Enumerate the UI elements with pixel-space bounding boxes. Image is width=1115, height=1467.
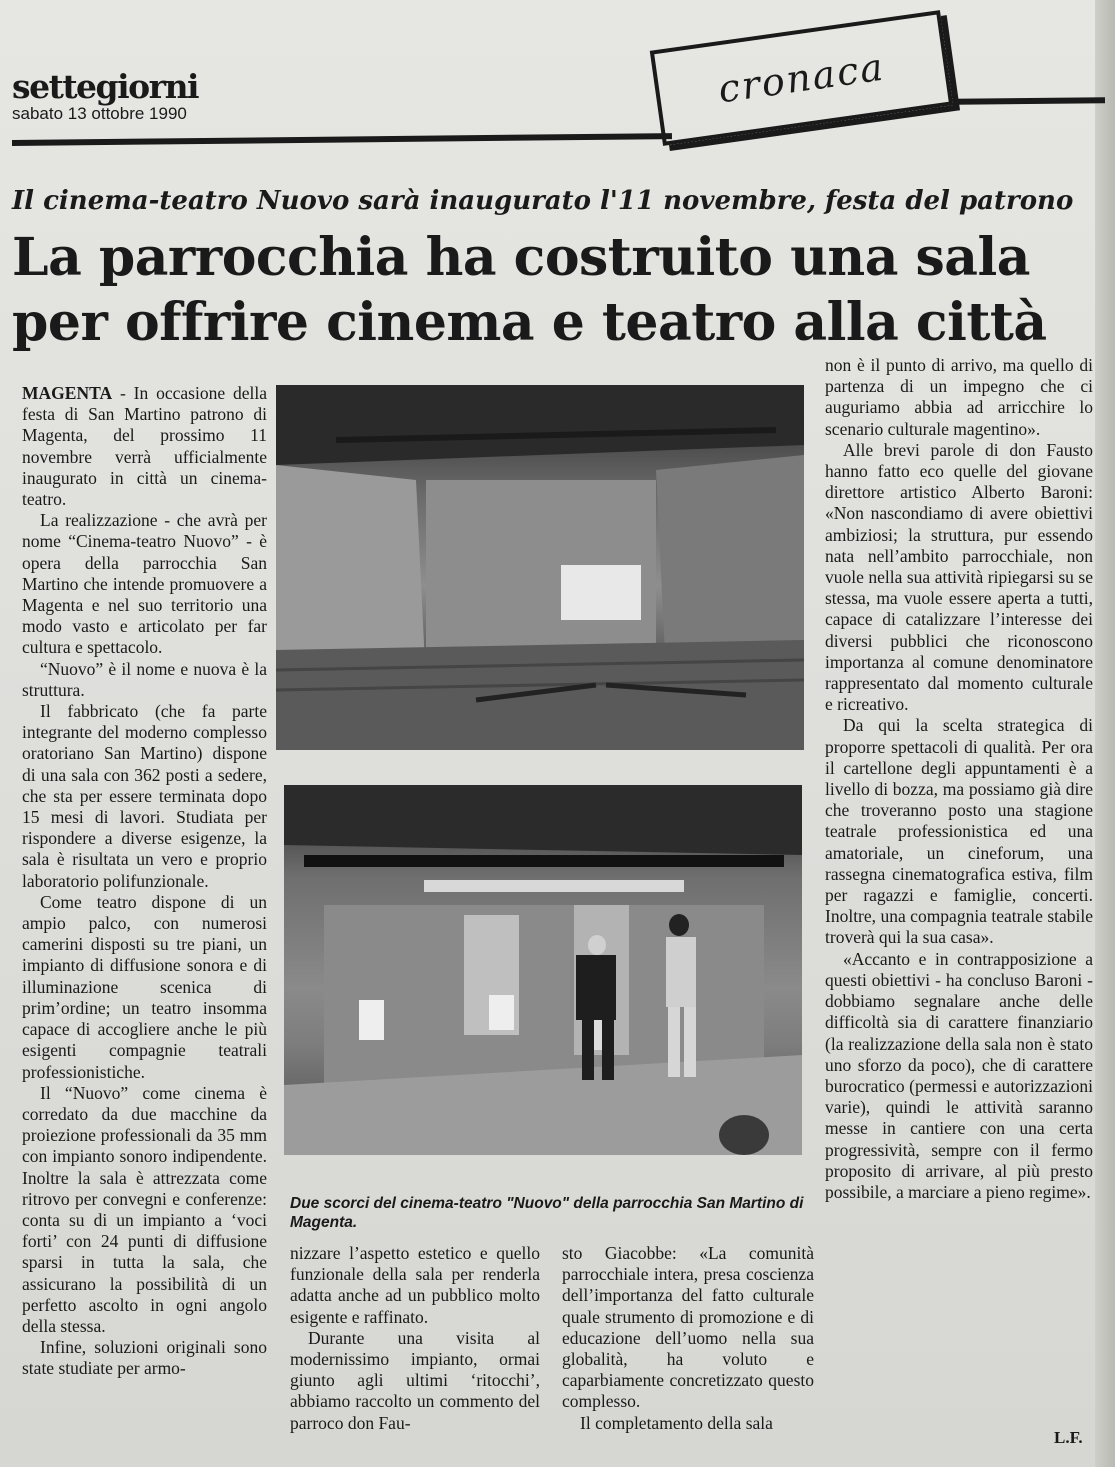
article-column-right	[825, 355, 1093, 1203]
masthead	[12, 67, 199, 124]
article-column-1	[22, 383, 267, 1380]
paragraph: Il “Nuovo” come cinema è corredato da due macchine da proiezione professionali da 35 mm con impianto sonoro indipendente. Inoltre la sala è attrezzata come ritrovo per convegni e conferenze: conta su di un impianto a ‘voci forti’ con 24 punti di diffusione sparsi in tutta la sala, che assicurano la possibilità di un perfetto ascolto in ogni angolo della stessa.	[22, 1082, 267, 1336]
paragraph: nizzare l’aspetto estetico e quello funzionale della sala per renderla adatta anche ad un pubblico molto esigente e raffinato.	[290, 1243, 540, 1327]
issue-date: sabato 13 ottobre 1990	[12, 104, 187, 123]
paragraph: Alle brevi parole di don Fausto hanno fatto eco quelle del giovane direttore artistico Alberto Baroni: «Non nascondiamo di avere obiettivi ambiziosi; la struttura, pur essendo nata nell’ambito parrocchiale, non vuole nella sua attività ripiegarsi su se stessa, ma vuole essere aperta a tutti, capace di catalizzare l’interesse dei diversi pubblici che riconoscono importanza al comune denominatore rappresentato dal momento culturale e ricreativo.	[825, 439, 1093, 715]
paragraph: non è il punto di arrivo, ma quello di partenza di un impegno che ci auguriamo abbia ad arricchire lo scenario culturale magentino».	[825, 355, 1093, 439]
author-signature: L.F.	[1054, 1428, 1083, 1447]
dateline: MAGENTA	[22, 383, 113, 403]
article-column-bottom-2	[562, 1243, 814, 1434]
photo-caption: Due scorci del cinema-teatro "Nuovo" della parrocchia San Martino di Magenta.	[290, 1195, 804, 1231]
section-label-box	[650, 10, 954, 146]
newspaper-name: settegiorni	[12, 67, 199, 106]
paragraph: La realizzazione - che avrà per nome “Cinema-teatro Nuovo” - è opera della parrocchia San Martino che intende promuovere a Magenta e nel suo territorio una modo vasto e articolato per far cultura e spettacolo.	[22, 510, 267, 658]
paragraph: «Accanto e in contrapposizione a questi obiettivi - ha concluso Baroni - dobbiamo segnalare anche delle difficoltà sia di carattere finanziario (la realizzazione della sala non è stato uno sforzo da poco), che di carattere burocratico (permessi e autorizzazioni varie), quindi le attività saranno messe in cantiere con una certa progressività, sempre con il fermo proposito di arrivare, al più presto possibile, a marciare a pieno regime».	[825, 948, 1093, 1202]
paragraph: Da qui la scelta strategica di proporre spettacoli di qualità. Per ora il cartellone degli appuntamenti è a livello di bozza, ma possiamo già dire che troveranno posto una stagione teatrale professionistica ed una amatoriale, un cineforum, una rassegna cinematografica estiva, film per ragazzi e famiglie, concerti. Inoltre, una compagnia teatrale stabile troverà qui la sua casa».	[825, 715, 1093, 948]
headline	[12, 225, 1097, 355]
photo-auditorium-drawing	[276, 385, 804, 750]
photo-stage-workers	[284, 785, 802, 1155]
paragraph: Il completamento della sala	[580, 1412, 773, 1433]
kicker: Il cinema-teatro Nuovo sarà inaugurato l'11 novembre, festa del patrono	[12, 186, 1074, 216]
masthead-rule-right	[955, 97, 1105, 105]
paragraph: Durante una visita al modernissimo impianto, ormai giunto agli ultimi ‘ritocchi’, abbiamo raccolto un commento del parroco don Fau-	[290, 1327, 540, 1433]
photo-auditorium	[276, 385, 804, 750]
paragraph: Il fabbricato (che fa parte integrante del moderno complesso oratoriano San Martino) dispone di una sala con 362 posti a sedere, che sta per essere terminata dopo 15 mesi di lavori. Studiata per rispondere a diverse esigenze, la sala è risultata un vero e proprio laboratorio polifunzionale.	[22, 701, 267, 891]
paragraph	[22, 383, 267, 510]
paragraph: “Nuovo” è il nome e nuova è la struttura.	[22, 658, 267, 700]
headline-line-1: La parrocchia ha costruito una sala	[12, 227, 1030, 288]
article-column-bottom-1	[290, 1243, 540, 1434]
paragraph-text: - In occasione della festa di San Martino patrono di Magenta, del prossimo 11 novembre verrà ufficialmente inaugurato in città un cinema-teatro.	[22, 383, 267, 510]
paragraph: Come teatro dispone di un ampio palco, con numerosi camerini disposti su tre piani, un impianto di diffusione sonora e di illuminazione scenica di prim’ordine; un teatro insomma capace di accogliere anche le più esigenti compagnie teatrali professionistiche.	[22, 891, 267, 1082]
headline-line-2: per offrire cinema e teatro alla città	[12, 292, 1047, 353]
paragraph: sto Giacobbe: «La comunità parrocchiale intera, presa coscienza dell’importanza del fatto culturale quale strumento di promozione e di educazione dell’uomo nella sua globalità, ha voluto e caparbiamente concretizzato questo complesso.	[562, 1243, 814, 1412]
masthead-rule	[12, 133, 672, 146]
photo-stage-drawing	[284, 785, 802, 1155]
paragraph: Infine, soluzioni originali sono state studiate per armo-	[22, 1337, 267, 1379]
section-label: cronaca	[715, 44, 888, 112]
paper-edge	[1095, 0, 1115, 1467]
